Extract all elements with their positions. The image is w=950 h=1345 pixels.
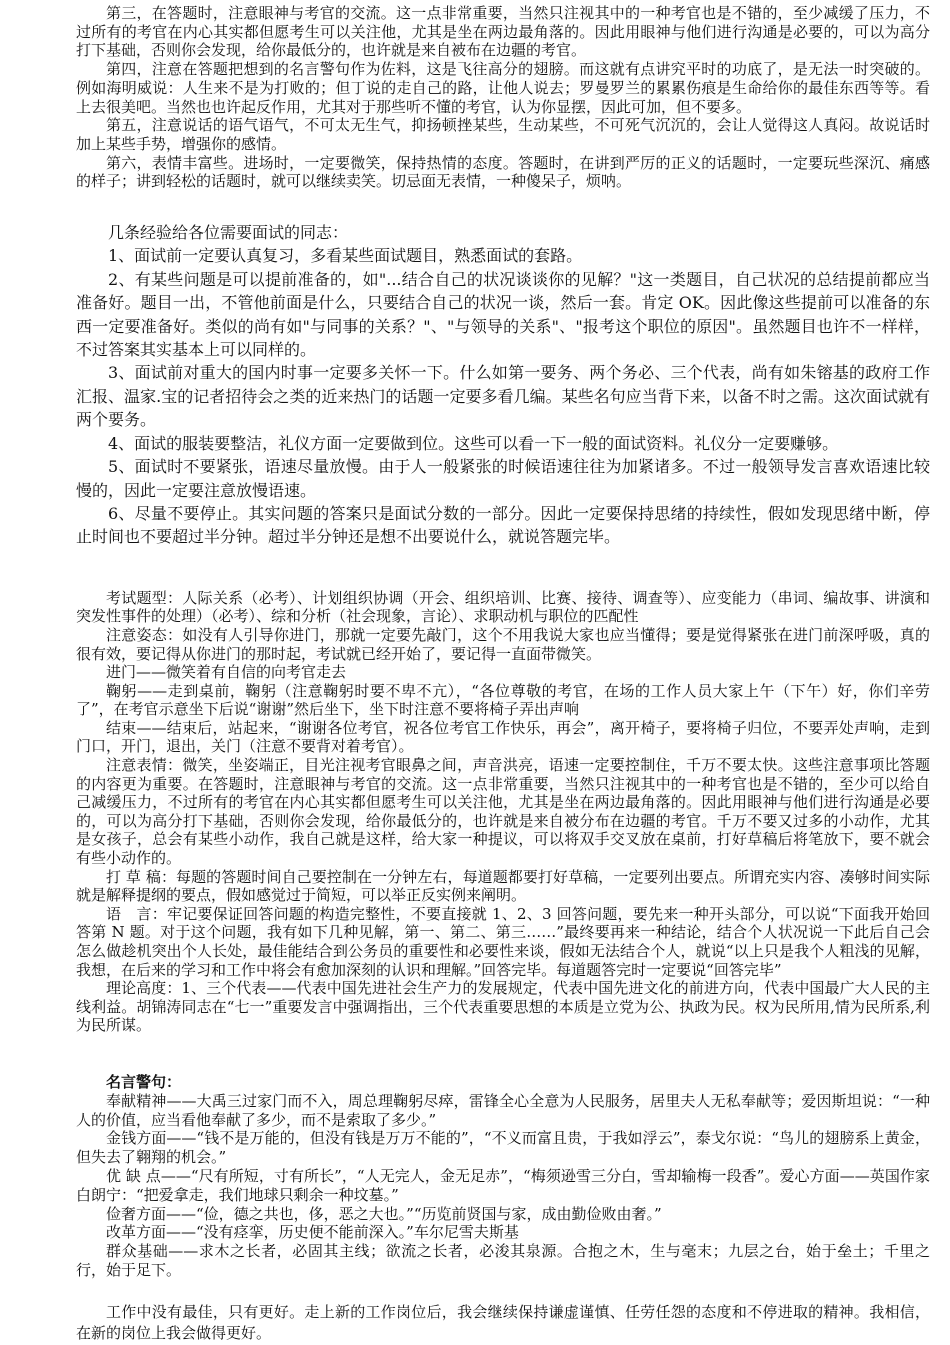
- closing-paragraph: 工作中没有最佳，只有更好。走上新的工作岗位后，我会继续保持谦虚谨慎、任劳任怨的态度和不停进取的精神。我相信，在新的岗位上我会做得更好。: [76, 1302, 930, 1343]
- experience-item-3: 3、面试前对重大的国内时事一定要多关怀一下。什么如第一要务、两个务必、三个代表，尚有如朱镕基的政府工作汇报、温家.宝的记者招待会之类的近来热门的话题一定要多看几编。某些名句应当背下来，以备不时之需。这次面试就有两个要务。: [76, 363, 930, 430]
- quotes-heading: 名言警句：: [106, 1072, 182, 1091]
- quote-foundation: 群众基础——求木之长者，必固其主线；欲流之长者，必浚其泉源。合抱之木，生与毫末；九层之台，始于垒土；千里之行，始于足下。: [76, 1242, 930, 1279]
- quote-reform: 改革方面——“没有痉挛，历史便不能前深入。”车尔尼雪夫斯基: [106, 1223, 519, 1242]
- exam-section: [76, 589, 930, 1035]
- experience-intro: 几条经验给各位需要面试的同志：: [108, 223, 349, 243]
- exam-posture: 注意姿态：如没有人引导你进门，那就一定要先敲门，这个不用我说大家也应当懂得；要是觉得紧张在进门前深呼吸，真的很有效，要记得从你进门的那时起，考试就已经开始了，要记得一直面带微笑。: [76, 625, 930, 663]
- quote-dedication: 奉献精神——大禹三过家门而不入，周总理鞠躬尽瘁，雷锋全心全意为人民服务，居里夫人无私奉献等；爱因斯坦说：“一种人的价值，应当看他奉献了多少，而不是索取了多少。”: [76, 1091, 930, 1129]
- tip-paragraph-4: 第四，注意在答题把想到的名言警句作为佐料，这是飞往高分的翅膀。而这就有点讲究平时的功底了，是无法一时突破的。例如海明威说：人生来不是为打败的；但丁说的走自己的路，让他人说去；罗曼罗兰的累累伤痕是生命给你的最佳东西等等。看上去很美吧。当然也也许起反作用，尤其对于那些听不懂的考官，认为你显摆，因此可加，但不要多。: [76, 60, 930, 116]
- quotes-section: [76, 1073, 930, 1280]
- exam-draft: 打 草 稿：每题的答题时间自己要控制在一分钟左右，每道题都要打好草稿，一定要列出要点。所谓充实内容、凑够时间实际就是解释提纲的要点，假如感觉过于简短，可以举正反实例来阐明。: [76, 867, 930, 905]
- exam-enter: 进门——微笑着有自信的向考官走去: [106, 663, 347, 682]
- tip-paragraph-3: 第三，在答题时，注意眼神与考官的交流。这一点非常重要，当然只注视其中的一种考官也是不错的，至少减缓了压力，不过所有的考官在内心其实都但愿考生可以关注他，尤其是坐在两边最角落的。因此用眼神与他们进行沟通是必要的，可以为高分打下基础，否则你会发现，给你最低分的，也许就是来自被布在边疆的考官。: [76, 4, 930, 60]
- interview-tips-section: [76, 4, 930, 191]
- blank-line: [76, 549, 930, 589]
- quote-thrift: 俭奢方面——“俭，德之共也，侈，恶之大也。”“历览前贤国与家，成由勤俭败由奢。”: [106, 1204, 662, 1223]
- exam-types: 考试题型：人际关系（必考）、计划组织协调（开会、组织培训、比赛、接待、调查等）、应变能力（串词、编故事、讲演和突发性事件的处理）（必考）、综和分析（社会现象，言论）、求职动机与职位的匹配性: [76, 588, 930, 626]
- experience-item-2: 2、有某些问题是可以提前准备的，如"...结合自己的状况谈谈你的见解？"这一类题目，自己状况的总结提前都应当准备好。题目一出，不管他前面是什么，只要结合自己的状况一谈，然后一套。肯定 OK。因此像这些提前可以准备的东西一定要准备好。类似的尚有如"与同事的关系？"、"与领导的关系"、"报考这个职位的原因"。虽然题目也许不一样样，不过答案其实基本上可以同样的。: [76, 269, 930, 360]
- tip-paragraph-6: 第六，表情丰富些。进场时，一定要微笑，保持热情的态度。答题时，在讲到严厉的正义的话题时，一定要玩些深沉、痛感的样子；讲到轻松的话题时，就可以继续卖笑。切忌面无表情，一种傻呆子，烦呐。: [76, 153, 930, 191]
- experience-section: [76, 221, 930, 549]
- tip-paragraph-5: 第五，注意说话的语气语气，不可太无生气，抑扬顿挫某些，生动某些，不可死气沉沉的，会让人觉得这人真闷。故说话时加上某些手势，增强你的感情。: [76, 116, 930, 153]
- quote-strengths: 优 缺 点——“尺有所短，寸有所长”，“人无完人，金无足赤”，“梅须逊雪三分白，雪却输梅一段香”。爱心方面——英国作家白朗宁：“把爱拿走，我们地球只剩余一种坟墓。”: [76, 1166, 930, 1204]
- closing-section: [76, 1302, 930, 1345]
- quote-money: 金钱方面——“钱不是万能的，但没有钱是万万不能的”，“不义而富且贵，于我如浮云”，泰戈尔说：“鸟儿的翅膀系上黄金，但失去了翱翔的机会。”: [76, 1129, 930, 1167]
- exam-language: 语 言：牢记要保证回答问题的构造完整性，不要直接就 1、2、3 回答问题，要先来一种开头部分，可以说“下面我开始回答第 N 题。对于这个问题，我有如下几种见解，第一、第二、第三……”最终要再来一种结论，结合个人状况说一下此后自己会怎么做趁机突出个人长处，最佳能结合到公务员的重要性和必要性来谈，假如无法结合个人，就说“以上只是我个人粗浅的见解，我想，在后来的学习和工作中将会有愈加深刻的认识和理解。”回答完毕。每道题答完时一定要说“回答完毕”: [76, 904, 930, 979]
- exam-finish: 结束——结束后，站起来，“谢谢各位考官，祝各位考官工作快乐，再会”，离开椅子，要将椅子归位，不要弄处声响，走到门口，开门，退出，关门（注意不要背对着考官）。: [76, 718, 930, 756]
- experience-item-1: 1、面试前一定要认真复习，多看某些面试题目，熟悉面试的套路。: [108, 246, 583, 266]
- blank-line: [76, 1035, 930, 1073]
- exam-expression: 注意表情：微笑，坐姿端正，目光注视考官眼鼻之间，声音洪亮，语速一定要控制住，千万不要太快。这些注意事项比答题的内容更为重要。在答题时，注意眼神与考官的交流。这一点非常重要，当然只注视其中的一种考官也是不错的，至少可以给自己减缓压力，不过所有的考官在内心其实都但愿考生可以关注他，尤其是坐在两边最角落的。因此用眼神与他们进行沟通是必要的，可以为高分打下基础，否则你会发现，给你最低分的，也许就是来自被分布在边疆的考官。千万不要又过多的小动作，尤其是女孩子，总会有某些小动作，我自己就是这样，给大家一种提议，可以将双手交叉放在桌前，打好草稿后将笔放下，要不就会有些小动作的。: [76, 756, 930, 868]
- blank-line: [76, 1280, 930, 1302]
- experience-item-6: 6、尽量不要停止。其实问题的答案只是面试分数的一部分。因此一定要保持思绪的持续性，假如发现思绪中断，停止时间也不要超过半分钟。超过半分钟还是想不出要说什么，就说答题完毕。: [76, 503, 930, 547]
- experience-item-4: 4、面试的服装要整洁，礼仪方面一定要做到位。这些可以看一下一般的面试资料。礼仪分一定要赚够。: [108, 433, 839, 453]
- experience-item-5: 5、面试时不要紧张，语速尽量放慢。由于人一般紧张的时候语速往往为加紧诸多。不过一般领导发言喜欢语速比较慢的，因此一定要注意放慢语速。: [76, 457, 930, 500]
- exam-bow: 鞠躬——走到桌前，鞠躬（注意鞠躬时要不卑不亢），“各位尊敬的考官，在场的工作人员大家上午（下午）好，你们辛劳了”，在考官示意坐下后说“谢谢”然后坐下，坐下时注意不要将椅子弄出声响: [76, 681, 930, 719]
- exam-theory: 理论高度：1、三个代表——代表中国先进社会生产力的发展规定，代表中国先进文化的前进方向，代表中国最广大人民的主线利益。胡锦涛同志在“七一”重要发言中强调指出，三个代表重要思想的本质是立党为公、执政为民。权为民所用,情为民所系,利为民所谋。: [76, 979, 930, 1035]
- blank-line: [76, 191, 930, 221]
